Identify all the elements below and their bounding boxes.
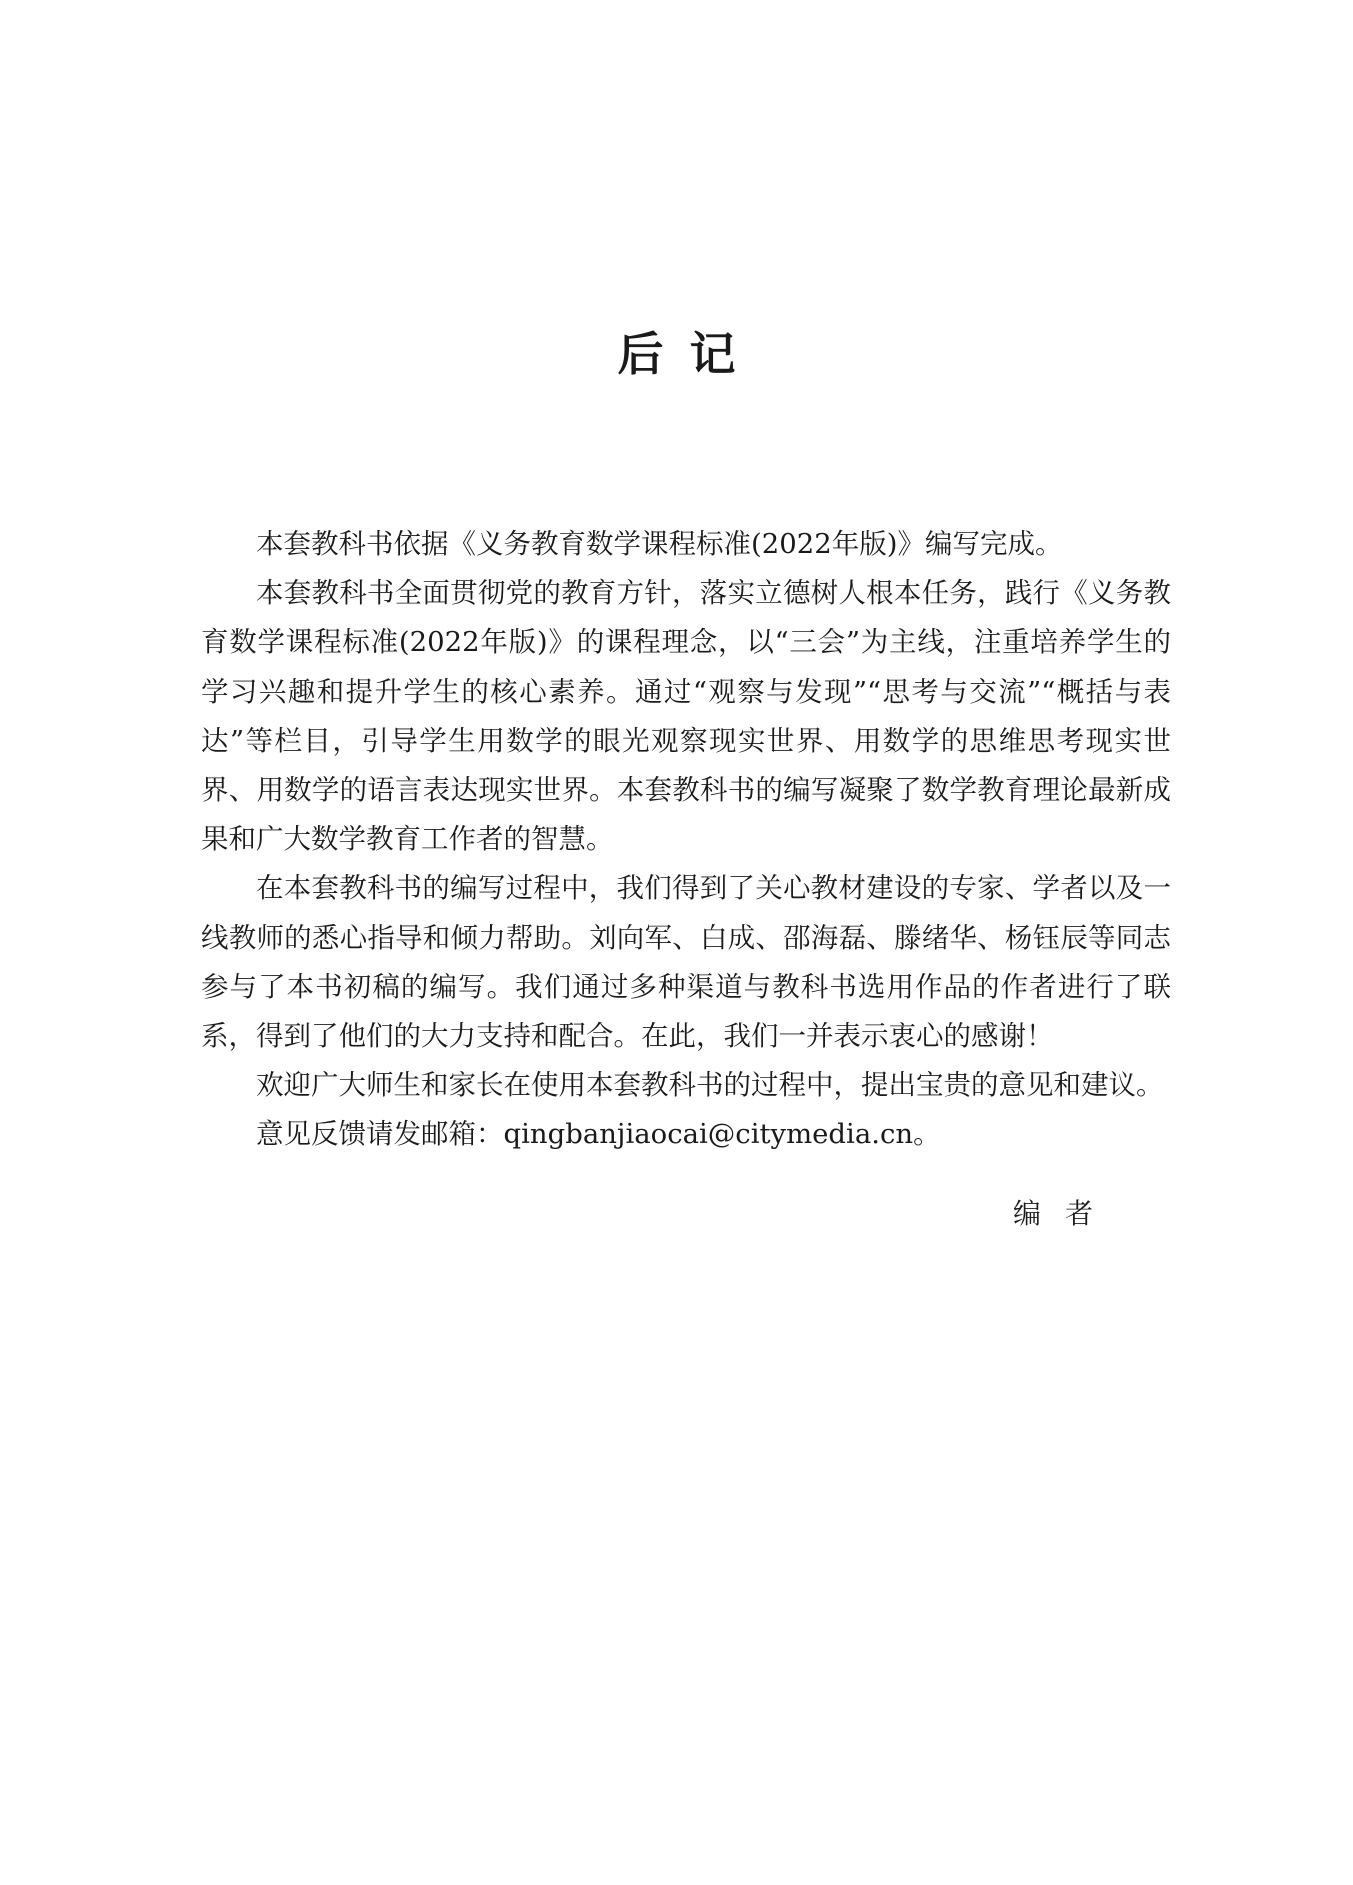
paragraph-1: 本套教科书依据《义务教育数学课程标准(2022年版)》编写完成。 [256, 528, 1063, 560]
feedback-email-paragraph: 意见反馈请发邮箱：qingbanjiaocai@citymedia.cn。 [256, 1118, 941, 1151]
paragraph-3: 在本套教科书的编写过程中，我们得到了关心教材建设的专家、学者以及一线教师的悉心指导和倾力帮助。刘向军、白成、邵海磊、滕绪华、杨钰辰等同志参与了本书初稿的编写。我们通过多种渠道与教科书选用作品的作者进行了联系，得到了他们的大力支持和配合。在此，我们一并表示衷心的感谢！ [201, 872, 1171, 1053]
afterword-body [201, 520, 1171, 1160]
page-title: 后记 [617, 326, 762, 381]
paragraph-2: 本套教科书全面贯彻党的教育方针，落实立德树人根本任务，践行《义务教育数学课程标准(2022年版)》的课程理念，以“三会”为主线，注重培养学生的学习兴趣和提升学生的核心素养。通过“观察与发现”“思考与交流”“概括与表达”等栏目，引导学生用数学的眼光观察现实世界、用数学的思维思考现实世界、用数学的语言表达现实世界。本套教科书的编写凝聚了数学教育理论最新成果和广大数学教育工作者的智慧。 [201, 577, 1171, 856]
paragraph-4: 欢迎广大师生和家长在使用本套教科书的过程中，提出宝贵的意见和建议。 [256, 1069, 1164, 1102]
author-signature: 编者 [1012, 1197, 1117, 1230]
